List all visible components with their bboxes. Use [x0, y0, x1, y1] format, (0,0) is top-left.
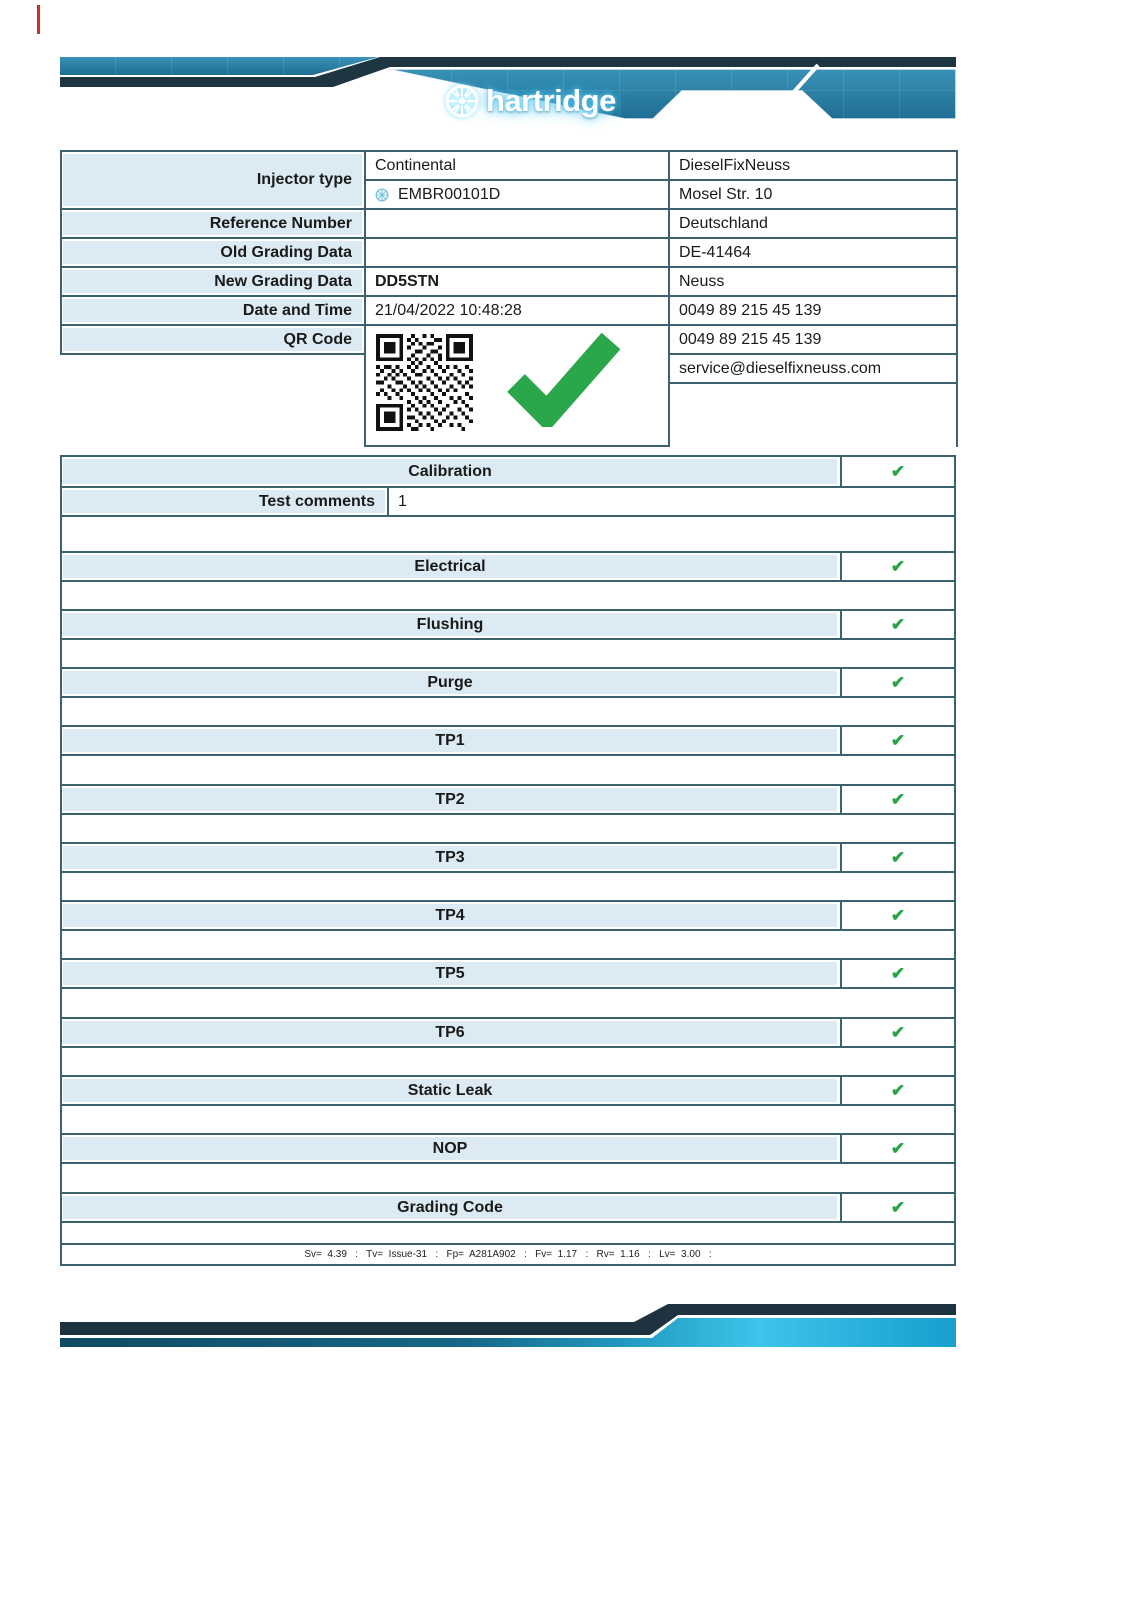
check-icon: ✔ — [890, 906, 906, 925]
result-row-tp3 — [62, 842, 954, 873]
qr-code-label-cell — [60, 324, 366, 355]
result-label: Purge — [63, 671, 837, 694]
datetime-value: 21/04/2022 10:48:28 — [375, 301, 522, 319]
injector-info-table — [60, 150, 960, 450]
injector-type-cell — [60, 150, 366, 210]
result-row-tp6 — [62, 1017, 954, 1048]
new-grading-value: DD5STN — [375, 272, 440, 290]
result-status-cell — [840, 786, 954, 813]
injector-make-cell — [364, 150, 670, 181]
result-label: TP3 — [63, 846, 837, 869]
result-label: TP4 — [63, 904, 837, 927]
result-row-purge — [62, 667, 954, 698]
result-status-cell — [840, 669, 954, 696]
brand-logo — [444, 82, 616, 120]
result-row-tp1 — [62, 725, 954, 756]
old-grading-cell — [60, 237, 366, 268]
old-grading-value — [366, 239, 668, 266]
datetime-value-cell — [364, 295, 670, 326]
old-grading-value-cell — [364, 237, 670, 268]
customer-city: Neuss — [679, 272, 725, 290]
test-comments-row — [62, 488, 954, 517]
result-row-nop — [62, 1133, 954, 1164]
check-icon: ✔ — [890, 557, 906, 576]
customer-street-cell — [668, 179, 958, 210]
check-icon: ✔ — [890, 615, 906, 634]
result-label: TP2 — [63, 788, 837, 811]
result-row-tp2 — [62, 784, 954, 815]
result-status-cell — [840, 1135, 954, 1162]
check-icon: ✔ — [890, 1198, 906, 1217]
brand-logo-text: hartridge — [486, 83, 616, 118]
page-edge-mark — [37, 5, 40, 34]
result-row-tp4 — [62, 900, 954, 931]
check-icon: ✔ — [890, 790, 906, 809]
qr-code-image — [376, 334, 473, 431]
injector-model-cell — [364, 179, 670, 210]
customer-street: Mosel Str. 10 — [679, 185, 773, 203]
result-label: Calibration — [63, 459, 837, 484]
result-status-cell — [840, 844, 954, 871]
footer-banner — [60, 1304, 956, 1348]
result-status-cell — [840, 457, 954, 486]
customer-name: DieselFixNeuss — [679, 156, 791, 174]
test-comments-label: Test comments — [63, 490, 385, 513]
result-row-calibration — [62, 457, 954, 488]
result-row-tp5 — [62, 958, 954, 989]
check-icon: ✔ — [890, 1023, 906, 1042]
reference-value-cell — [364, 208, 670, 239]
injector-make-value: Continental — [375, 156, 456, 174]
customer-country: Deutschland — [679, 214, 768, 232]
new-grading-value-cell — [364, 266, 670, 297]
datetime-label: Date and Time — [63, 299, 362, 322]
check-icon: ✔ — [890, 462, 906, 481]
qr-code-cell — [364, 324, 670, 447]
reference-number-label: Reference Number — [63, 212, 362, 235]
new-grading-cell — [60, 266, 366, 297]
result-status-cell — [840, 1077, 954, 1104]
customer-phone1-cell — [668, 295, 958, 326]
check-icon: ✔ — [890, 1081, 906, 1100]
result-row-electrical — [62, 551, 954, 582]
test-results-table — [60, 455, 956, 1266]
reference-number-cell — [60, 208, 366, 239]
version-footer: Sv= 4.39 : Tv= Issue-31 : Fp= A281A902 : Fv= 1.17 : Rv= 1.16 : Lv= 3.00 : — [62, 1243, 954, 1264]
customer-phone2-cell — [668, 324, 958, 355]
check-icon: ✔ — [890, 964, 906, 983]
wheel-icon — [444, 83, 480, 119]
injector-model-value: EMBR00101D — [398, 185, 501, 203]
customer-city-cell — [668, 266, 958, 297]
check-icon: ✔ — [890, 848, 906, 867]
customer-postcode: DE-41464 — [679, 243, 752, 261]
customer-phone1: 0049 89 215 45 139 — [679, 301, 822, 319]
result-label: Static Leak — [63, 1079, 837, 1102]
new-grading-label: New Grading Data — [63, 270, 362, 293]
old-grading-label: Old Grading Data — [63, 241, 362, 264]
result-label: TP5 — [63, 962, 837, 985]
customer-phone2: 0049 89 215 45 139 — [679, 330, 822, 348]
qr-pass-check-icon — [500, 327, 625, 427]
customer-email: service@dieselfixneuss.com — [679, 359, 882, 377]
result-status-cell — [840, 1194, 954, 1221]
result-label: TP6 — [63, 1021, 837, 1044]
result-status-cell — [840, 727, 954, 754]
result-label: Flushing — [63, 613, 837, 636]
customer-empty-cell — [668, 382, 958, 447]
customer-postcode-cell — [668, 237, 958, 268]
result-status-cell — [840, 902, 954, 929]
result-row-static-leak — [62, 1075, 954, 1106]
result-row-flushing — [62, 609, 954, 640]
customer-name-cell — [668, 150, 958, 181]
result-status-cell — [840, 553, 954, 580]
customer-email-cell — [668, 353, 958, 384]
result-status-cell — [840, 611, 954, 638]
result-status-cell — [840, 960, 954, 987]
check-icon: ✔ — [890, 731, 906, 750]
reference-value — [366, 210, 668, 237]
result-label: NOP — [63, 1137, 837, 1160]
result-label: Grading Code — [63, 1196, 837, 1219]
wheel-icon — [375, 188, 389, 202]
test-comments-value: 1 — [387, 488, 954, 515]
injector-type-label: Injector type — [63, 154, 362, 206]
result-label: TP1 — [63, 729, 837, 752]
check-icon: ✔ — [890, 1139, 906, 1158]
check-icon: ✔ — [890, 673, 906, 692]
result-label: Electrical — [63, 555, 837, 578]
result-row-grading-code — [62, 1192, 954, 1223]
qr-code-label: QR Code — [63, 328, 362, 351]
result-status-cell — [840, 1019, 954, 1046]
customer-country-cell — [668, 208, 958, 239]
datetime-cell — [60, 295, 366, 326]
